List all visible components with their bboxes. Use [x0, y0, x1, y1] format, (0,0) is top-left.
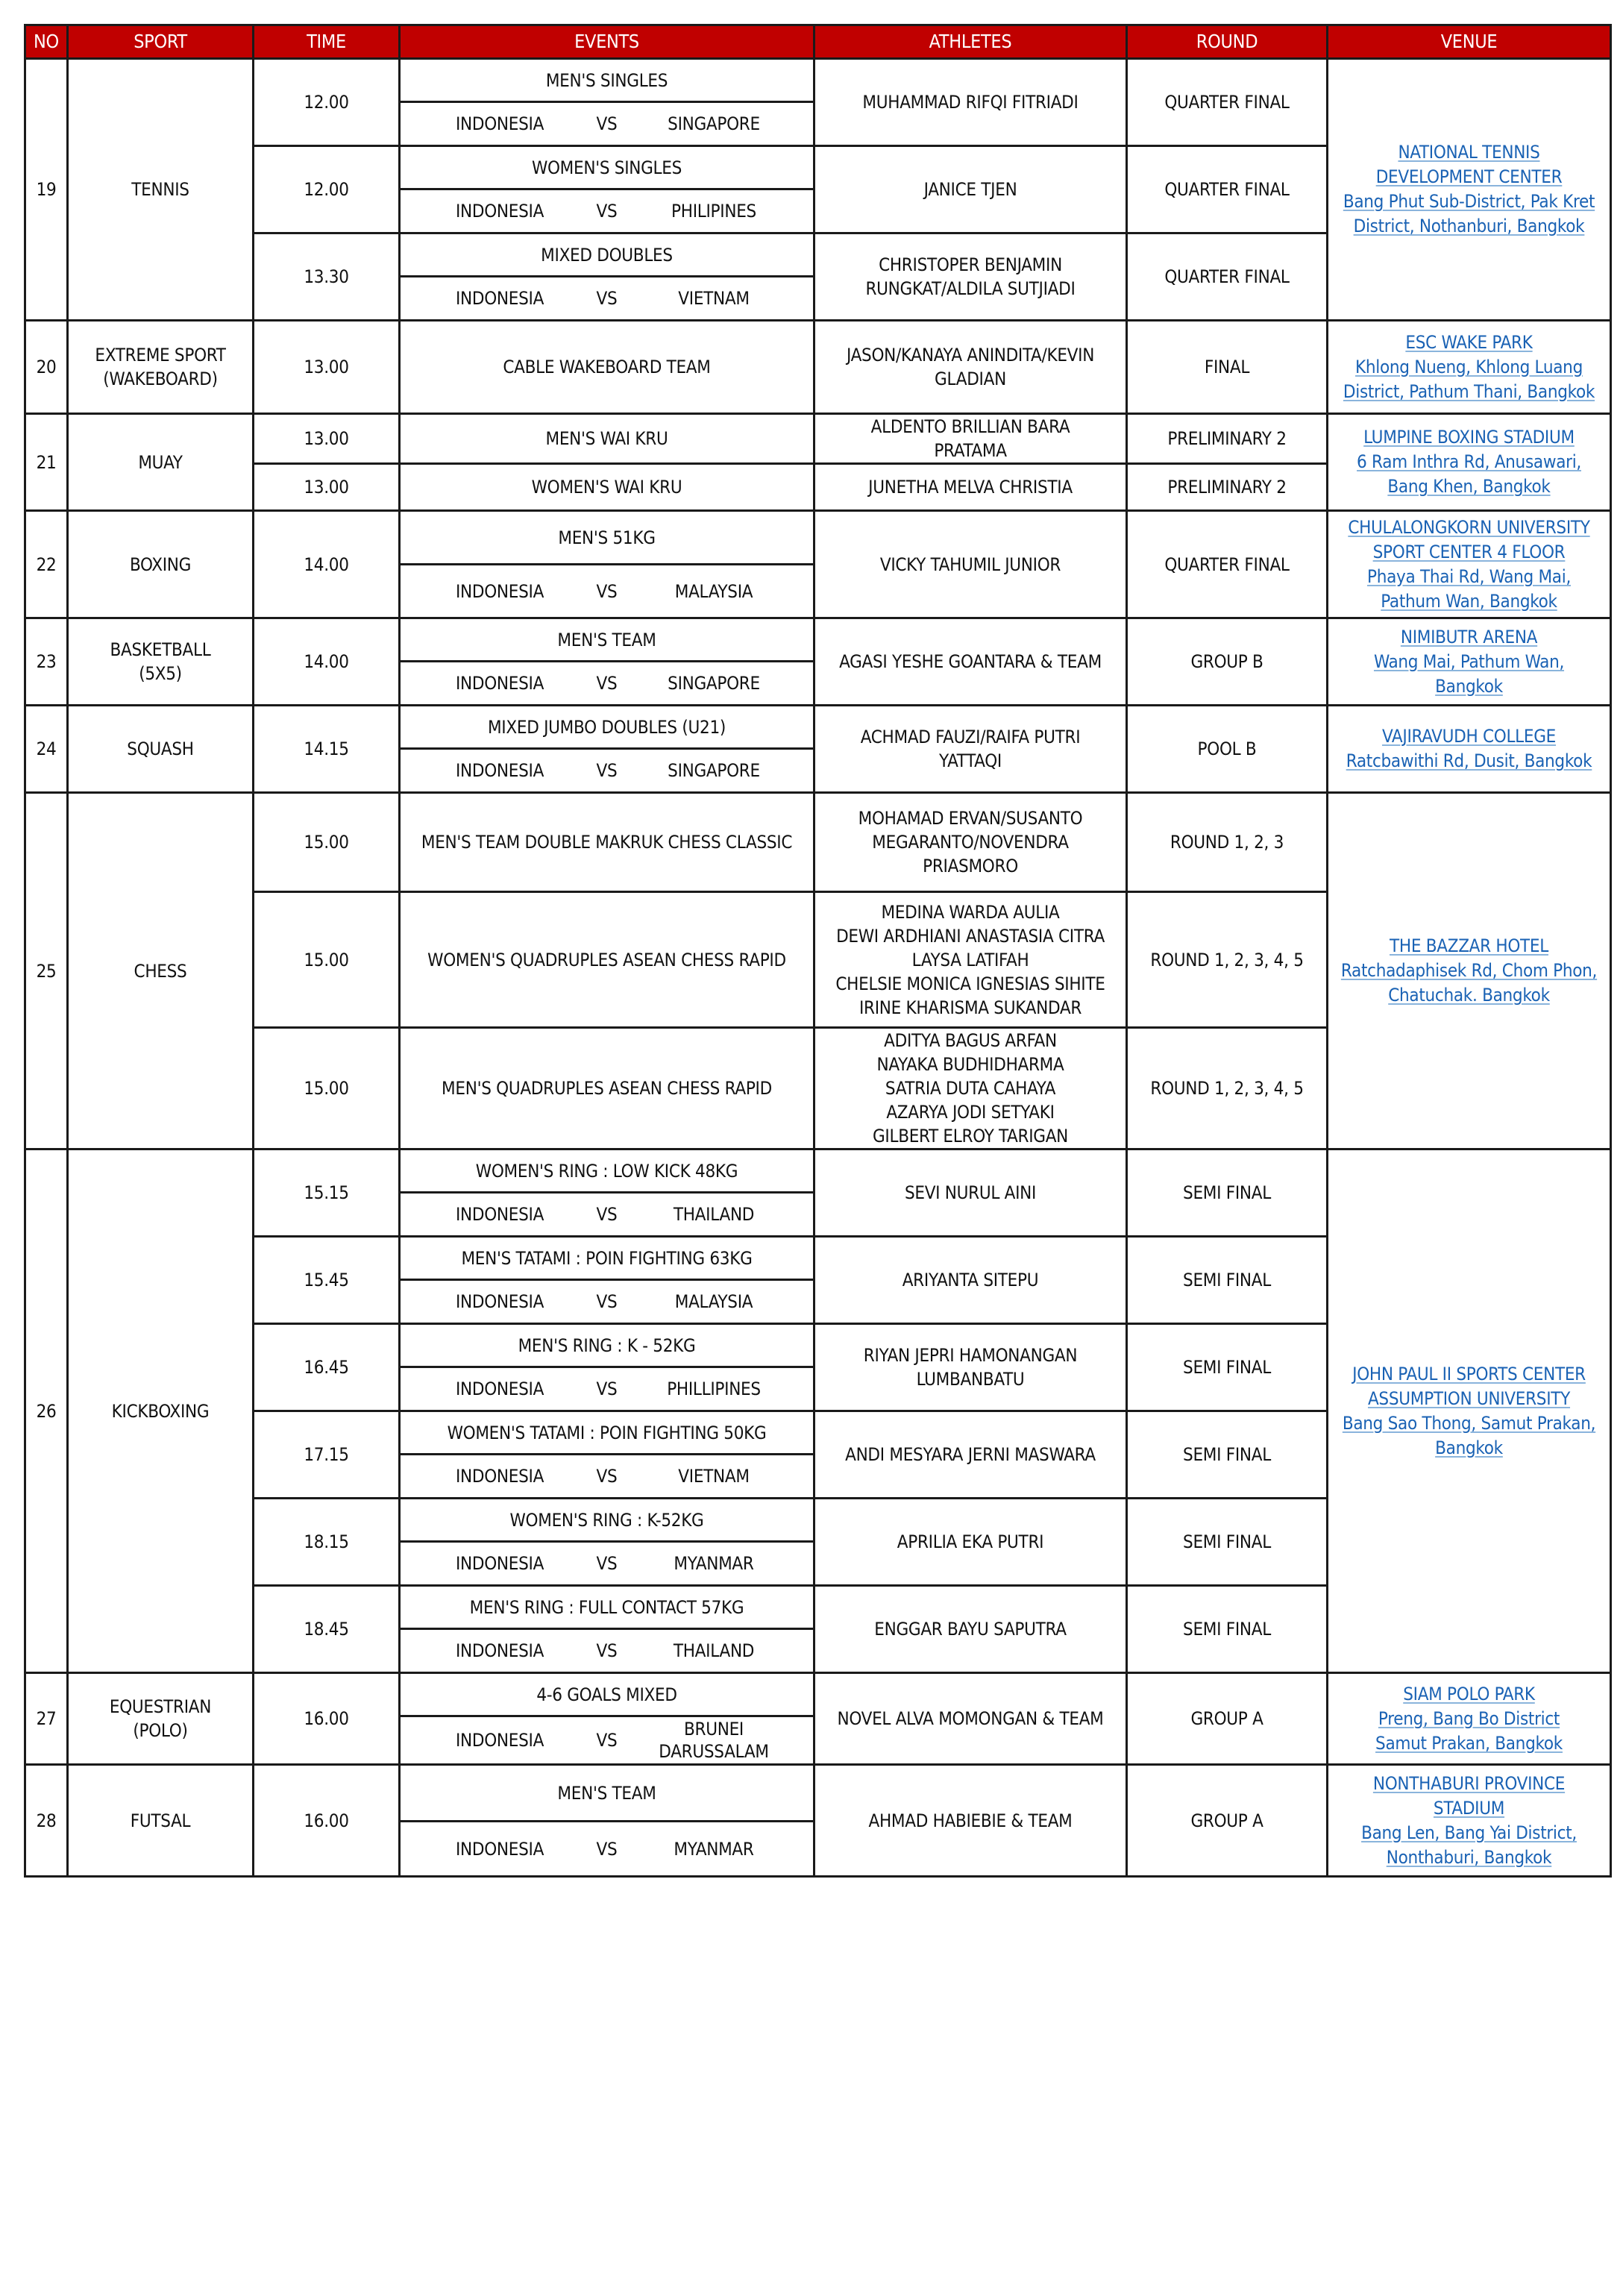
matchup: [404, 1639, 810, 1663]
team-a: INDONESIA: [455, 673, 544, 694]
team-a: INDONESIA: [455, 580, 544, 602]
time-cell: 13.00: [254, 464, 400, 511]
athlete-name-line: CHELSIE MONICA IGNESIAS SIHITE: [835, 973, 1105, 994]
team-a: INDONESIA: [455, 1291, 544, 1312]
sport-name-line: BOXING: [129, 553, 192, 575]
team-a: INDONESIA: [455, 1204, 544, 1225]
team-b: VIETNAM: [678, 288, 750, 309]
sport-name-line: (5X5): [139, 663, 182, 684]
table-row: [25, 414, 1611, 464]
venue-name-link[interactable]: NATIONAL TENNIS: [1398, 142, 1540, 163]
venue-address-link[interactable]: District, Nothanburi, Bangkok: [1353, 216, 1585, 236]
team-b: THAILAND: [673, 1204, 755, 1225]
sport-name-line: KICKBOXING: [111, 1400, 210, 1422]
athletes-cell: [814, 793, 1127, 892]
time-cell: 15.45: [254, 1237, 400, 1324]
venue-address-link[interactable]: 6 Ram Inthra Rd, Anusawari,: [1357, 451, 1581, 472]
team-b: PHILLIPINES: [667, 1378, 761, 1399]
athlete-name-line: ADITYA BAGUS ARFAN: [884, 1030, 1057, 1051]
venue-address-link[interactable]: Preng, Bang Bo District: [1378, 1707, 1560, 1729]
venue-cell: [1328, 414, 1611, 511]
matchup-cell: [400, 102, 814, 146]
schedule-table: [24, 24, 1612, 1878]
table-row: [25, 793, 1611, 892]
matchup: [404, 286, 810, 310]
team-b: SINGAPORE: [668, 113, 760, 134]
venue-name-link[interactable]: THE BAZZAR HOTEL: [1390, 935, 1548, 956]
event-name: MEN'S SINGLES: [400, 59, 814, 102]
event-name: 4-6 GOALS MIXED: [400, 1673, 814, 1716]
event-name: MEN'S TEAM DOUBLE MAKRUK CHESS CLASSIC: [400, 793, 814, 892]
event-name: MEN'S RING : K - 52KG: [400, 1324, 814, 1367]
venue-cell: [1328, 706, 1611, 793]
athlete-name-line: NAYAKA BUDHIDHARMA: [876, 1054, 1064, 1075]
athletes-cell: [814, 618, 1127, 706]
round-cell: QUARTER FINAL: [1127, 511, 1328, 618]
event-name: WOMEN'S RING : K-52KG: [400, 1499, 814, 1542]
event-name: MEN'S WAI KRU: [400, 414, 814, 464]
table-row: [25, 1673, 1611, 1716]
athlete-name-line: MEDINA WARDA AULIA: [881, 901, 1060, 923]
vs-label: VS: [596, 288, 618, 309]
sport-cell: [68, 618, 254, 706]
header-sport: SPORT: [68, 25, 254, 59]
event-name: MIXED DOUBLES: [400, 233, 814, 277]
sport-name-line: SQUASH: [127, 738, 194, 759]
team-b: SINGAPORE: [668, 760, 760, 781]
team-b: THAILAND: [673, 1640, 755, 1661]
matchup-cell: [400, 1716, 814, 1765]
time-cell: 12.00: [254, 146, 400, 233]
time-cell: 14.00: [254, 618, 400, 706]
sport-cell: [68, 1765, 254, 1877]
athletes-cell: [814, 1765, 1127, 1877]
team-a: INDONESIA: [455, 201, 544, 222]
athletes-cell: [814, 321, 1127, 414]
event-name: CABLE WAKEBOARD TEAM: [400, 321, 814, 414]
athlete-name-line: PRIASMORO: [923, 856, 1018, 876]
round-cell: FINAL: [1127, 321, 1328, 414]
table-row: [25, 706, 1611, 749]
athletes-cell: [814, 464, 1127, 511]
time-cell: 14.15: [254, 706, 400, 793]
table-row: [25, 1149, 1611, 1193]
sport-name-line: (POLO): [133, 1720, 188, 1741]
round-cell: POOL B: [1127, 706, 1328, 793]
venue-name-link[interactable]: VAJIRAVUDH COLLEGE: [1381, 726, 1557, 747]
venue-cell: [1328, 1149, 1611, 1673]
team-a: INDONESIA: [455, 1730, 544, 1751]
sport-cell: [68, 321, 254, 414]
athlete-name-line: ALDENTO BRILLIAN BARA: [870, 416, 1070, 437]
matchup: [404, 759, 810, 782]
vs-label: VS: [596, 1553, 618, 1574]
athlete-name-line: JUNETHA MELVA CHRISTIA: [868, 477, 1073, 498]
matchup-cell: [400, 1367, 814, 1411]
venue-name-link[interactable]: LUMPINE BOXING STADIUM: [1363, 427, 1575, 448]
team-a: INDONESIA: [455, 288, 544, 309]
vs-label: VS: [596, 760, 618, 781]
venue-cell: [1328, 59, 1611, 321]
athlete-name-line: RUNGKAT/ALDILA SUTJIADI: [865, 278, 1076, 299]
matchup: [404, 1552, 810, 1575]
team-a: INDONESIA: [455, 1838, 544, 1860]
athlete-name-line: MUHAMMAD RIFQI FITRIADI: [862, 92, 1079, 113]
athletes-cell: [814, 1028, 1127, 1149]
event-name: MEN'S RING : FULL CONTACT 57KG: [400, 1586, 814, 1629]
matchup: [404, 1377, 810, 1401]
time-cell: 15.00: [254, 793, 400, 892]
time-cell: 16.00: [254, 1673, 400, 1765]
round-cell: SEMI FINAL: [1127, 1499, 1328, 1586]
athlete-name-line: GLADIAN: [935, 368, 1006, 389]
venue-name-link[interactable]: JOHN PAUL II SPORTS CENTER: [1352, 1363, 1586, 1384]
vs-label: VS: [596, 1640, 618, 1661]
athletes-cell: [814, 1586, 1127, 1673]
athlete-name-line: APRILIA EKA PUTRI: [897, 1531, 1044, 1552]
table-row: [25, 1765, 1611, 1822]
round-cell: PRELIMINARY 2: [1127, 414, 1328, 464]
time-cell: 16.45: [254, 1324, 400, 1411]
row-number: 23: [25, 618, 68, 706]
team-b: MALAYSIA: [674, 1291, 753, 1312]
sport-name-line: CHESS: [134, 960, 187, 982]
venue-address-link[interactable]: Pathum Wan, Bangkok: [1381, 590, 1557, 612]
round-cell: QUARTER FINAL: [1127, 59, 1328, 146]
athletes-cell: [814, 414, 1127, 464]
athlete-name-line: MOHAMAD ERVAN/SUSANTO: [858, 808, 1083, 829]
matchup-cell: [400, 1542, 814, 1586]
sport-name-line: EQUESTRIAN: [109, 1696, 212, 1717]
sport-cell: [68, 1673, 254, 1765]
time-cell: 12.00: [254, 59, 400, 146]
round-cell: SEMI FINAL: [1127, 1586, 1328, 1673]
athlete-name-line: ENGGAR BAYU SAPUTRA: [874, 1619, 1067, 1640]
round-cell: SEMI FINAL: [1127, 1237, 1328, 1324]
athlete-name-line: IRINE KHARISMA SUKANDAR: [858, 997, 1082, 1018]
venue-address-link[interactable]: Bang Khen, Bangkok: [1387, 476, 1551, 497]
time-cell: 13.00: [254, 414, 400, 464]
athlete-name-line: LAYSA LATIFAH: [911, 949, 1029, 970]
athletes-cell: [814, 233, 1127, 321]
venue-name-link[interactable]: DEVELOPMENT CENTER: [1375, 166, 1563, 187]
matchup: [404, 580, 810, 603]
round-cell: ROUND 1, 2, 3: [1127, 793, 1328, 892]
athlete-name-line: SEVI NURUL AINI: [904, 1182, 1037, 1203]
matchup: [404, 1837, 810, 1861]
venue-address-link[interactable]: Bang Sao Thong, Samut Prakan,: [1342, 1412, 1596, 1434]
venue-address-link[interactable]: Khlong Nueng, Khlong Luang: [1355, 356, 1583, 377]
venue-address-link[interactable]: District, Pathum Thani, Bangkok: [1343, 380, 1595, 402]
header-events: EVENTS: [400, 25, 814, 59]
athlete-name-line: AGASI YESHE GOANTARA & TEAM: [839, 651, 1102, 672]
venue-cell: [1328, 618, 1611, 706]
venue-name-link[interactable]: ESC WAKE PARK: [1405, 331, 1533, 353]
round-cell: SEMI FINAL: [1127, 1324, 1328, 1411]
athletes-cell: [814, 1324, 1127, 1411]
athlete-name-line: AZARYA JODI SETYAKI: [886, 1102, 1055, 1123]
table-row: [25, 511, 1611, 565]
round-cell: QUARTER FINAL: [1127, 146, 1328, 233]
vs-label: VS: [596, 1291, 618, 1312]
matchup-cell: [400, 565, 814, 618]
athlete-name-line: PRATAMA: [934, 440, 1007, 461]
team-b: MYANMAR: [674, 1553, 754, 1574]
venue-name-link[interactable]: NONTHABURI PROVINCE: [1372, 1772, 1566, 1794]
matchup: [404, 112, 810, 136]
time-cell: 16.00: [254, 1765, 400, 1877]
team-b: SINGAPORE: [668, 673, 760, 694]
athlete-name-line: AHMAD HABIEBIE & TEAM: [868, 1810, 1073, 1831]
athletes-cell: [814, 1499, 1127, 1586]
vs-label: VS: [596, 580, 618, 602]
athletes-cell: [814, 59, 1127, 146]
sport-name-line: BASKETBALL: [110, 639, 211, 660]
time-cell: 15.00: [254, 892, 400, 1028]
row-number: 28: [25, 1765, 68, 1877]
athletes-cell: [814, 146, 1127, 233]
athlete-name-line: RIYAN JEPRI HAMONANGAN: [863, 1345, 1078, 1366]
athlete-name-line: MEGARANTO/NOVENDRA: [872, 832, 1069, 853]
time-cell: 13.00: [254, 321, 400, 414]
row-number: 19: [25, 59, 68, 321]
sport-name-line: TENNIS: [131, 179, 189, 200]
venue-address-link[interactable]: Ratchadaphisek Rd, Chom Phon,: [1340, 960, 1598, 981]
matchup-cell: [400, 662, 814, 706]
athlete-name-line: CHRISTOPER BENJAMIN: [879, 254, 1062, 275]
sport-cell: [68, 59, 254, 321]
venue-cell: [1328, 1673, 1611, 1765]
team-a: INDONESIA: [455, 760, 544, 781]
athletes-cell: [814, 892, 1127, 1028]
matchup-cell: [400, 749, 814, 793]
venue-name-link[interactable]: NIMIBUTR ARENA: [1400, 626, 1538, 647]
athletes-cell: [814, 1673, 1127, 1765]
venue-address-link[interactable]: Chatuchak. Bangkok: [1388, 985, 1550, 1006]
athletes-cell: [814, 1149, 1127, 1237]
athlete-name-line: SATRIA DUTA CAHAYA: [885, 1078, 1056, 1099]
venue-cell: [1328, 793, 1611, 1149]
table-row: [25, 321, 1611, 414]
team-b: MALAYSIA: [674, 580, 753, 602]
round-cell: SEMI FINAL: [1127, 1149, 1328, 1237]
team-b: MYANMAR: [674, 1838, 754, 1860]
athlete-name-line: DEWI ARDHIANI ANASTASIA CITRA: [836, 925, 1105, 947]
venue-address-link[interactable]: Bangkok: [1435, 675, 1503, 697]
venue-cell: [1328, 511, 1611, 618]
header-athletes: ATHLETES: [814, 25, 1127, 59]
venue-address-link[interactable]: Bang Len, Bang Yai District,: [1361, 1822, 1577, 1843]
round-cell: ROUND 1, 2, 3, 4, 5: [1127, 1028, 1328, 1149]
athletes-cell: [814, 511, 1127, 618]
matchup-cell: [400, 1280, 814, 1324]
round-cell: GROUP A: [1127, 1765, 1328, 1877]
header-row: [25, 25, 1611, 59]
sport-cell: [68, 793, 254, 1149]
vs-label: VS: [596, 1838, 618, 1860]
sport-cell: [68, 706, 254, 793]
team-a: INDONESIA: [455, 1378, 544, 1399]
sport-name-line: MUAY: [138, 451, 183, 473]
vs-label: VS: [596, 201, 618, 222]
row-number: 21: [25, 414, 68, 511]
schedule-body: [25, 59, 1611, 1877]
event-name: MEN'S QUADRUPLES ASEAN CHESS RAPID: [400, 1028, 814, 1149]
venue-address-link[interactable]: Bangkok: [1435, 1437, 1503, 1458]
venue-name-link[interactable]: ASSUMPTION UNIVERSITY: [1367, 1387, 1571, 1409]
matchup-cell: [400, 1629, 814, 1673]
row-number: 20: [25, 321, 68, 414]
time-cell: 15.00: [254, 1028, 400, 1149]
event-name: MEN'S TATAMI : POIN FIGHTING 63KG: [400, 1237, 814, 1280]
round-cell: PRELIMINARY 2: [1127, 464, 1328, 511]
row-number: 27: [25, 1673, 68, 1765]
row-number: 26: [25, 1149, 68, 1673]
time-cell: 17.15: [254, 1411, 400, 1499]
sport-cell: [68, 414, 254, 511]
round-cell: ROUND 1, 2, 3, 4, 5: [1127, 892, 1328, 1028]
matchup-cell: [400, 277, 814, 321]
matchup-cell: [400, 189, 814, 233]
athlete-name-line: ACHMAD FAUZI/RAIFA PUTRI: [860, 727, 1081, 747]
venue-address-link[interactable]: Nonthaburi, Bangkok: [1386, 1846, 1552, 1868]
athlete-name-line: JASON/KANAYA ANINDITA/KEVIN: [846, 345, 1095, 366]
venue-cell: [1328, 321, 1611, 414]
event-name: WOMEN'S WAI KRU: [400, 464, 814, 511]
header-round: ROUND: [1127, 25, 1328, 59]
round-cell: QUARTER FINAL: [1127, 233, 1328, 321]
venue-name-link[interactable]: SPORT CENTER 4 FLOOR: [1372, 541, 1566, 562]
time-cell: 13.30: [254, 233, 400, 321]
venue-cell: [1328, 1765, 1611, 1877]
event-name: WOMEN'S RING : LOW KICK 48KG: [400, 1149, 814, 1193]
matchup-cell: [400, 1455, 814, 1499]
time-cell: 15.15: [254, 1149, 400, 1237]
athlete-name-line: ANDI MESYARA JERNI MASWARA: [845, 1444, 1096, 1465]
vs-label: VS: [596, 1378, 618, 1399]
header-no: NO: [25, 25, 68, 59]
vs-label: VS: [596, 1730, 618, 1751]
athlete-name-line: GILBERT ELROY TARIGAN: [872, 1126, 1069, 1147]
venue-name-link[interactable]: CHULALONGKORN UNIVERSITY: [1348, 516, 1590, 538]
vs-label: VS: [596, 1466, 618, 1487]
time-cell: 18.45: [254, 1586, 400, 1673]
athletes-cell: [814, 1237, 1127, 1324]
time-cell: 14.00: [254, 511, 400, 618]
venue-address-link[interactable]: Wang Mai, Pathum Wan,: [1373, 650, 1565, 672]
row-number: 22: [25, 511, 68, 618]
athletes-cell: [814, 706, 1127, 793]
event-name: MEN'S TEAM: [400, 618, 814, 662]
matchup: [404, 1464, 810, 1488]
matchup: [404, 1290, 810, 1314]
matchup-cell: [400, 1193, 814, 1237]
venue-name-link[interactable]: SIAM POLO PARK: [1403, 1683, 1535, 1704]
event-name: MEN'S TEAM: [400, 1765, 814, 1822]
venue-name-link[interactable]: STADIUM: [1433, 1797, 1505, 1819]
matchup: [404, 1202, 810, 1226]
team-a: INDONESIA: [455, 1466, 544, 1487]
event-name: WOMEN'S QUADRUPLES ASEAN CHESS RAPID: [400, 892, 814, 1028]
athlete-name-line: YATTAQI: [939, 750, 1002, 771]
round-cell: GROUP B: [1127, 618, 1328, 706]
event-name: MEN'S 51KG: [400, 511, 814, 565]
team-b: PHILIPINES: [671, 201, 756, 222]
row-number: 25: [25, 793, 68, 1149]
venue-address-link[interactable]: Ratcbawithi Rd, Dusit, Bangkok: [1346, 750, 1592, 771]
sport-name-line: EXTREME SPORT: [95, 345, 226, 366]
sport-name-line: (WAKEBOARD): [103, 368, 218, 389]
team-a: INDONESIA: [455, 113, 544, 134]
venue-address-link[interactable]: Phaya Thai Rd, Wang Mai,: [1367, 565, 1571, 587]
athletes-cell: [814, 1411, 1127, 1499]
vs-label: VS: [596, 113, 618, 134]
table-row: [25, 618, 1611, 662]
vs-label: VS: [596, 1204, 618, 1225]
round-cell: GROUP A: [1127, 1673, 1328, 1765]
matchup: [404, 1718, 810, 1763]
athlete-name-line: ARIYANTA SITEPU: [902, 1270, 1039, 1290]
athlete-name-line: JANICE TJEN: [923, 179, 1017, 200]
venue-address-link[interactable]: Bang Phut Sub-District, Pak Kret: [1343, 191, 1595, 212]
sport-name-line: FUTSAL: [130, 1810, 191, 1831]
matchup: [404, 671, 810, 695]
sport-cell: [68, 1149, 254, 1673]
athlete-name-line: VICKY TAHUMIL JUNIOR: [879, 553, 1061, 575]
header-venue: VENUE: [1328, 25, 1611, 59]
vs-label: VS: [596, 673, 618, 694]
venue-address-link[interactable]: Samut Prakan, Bangkok: [1375, 1732, 1563, 1754]
team-a: INDONESIA: [455, 1553, 544, 1574]
athlete-name-line: LUMBANBATU: [916, 1369, 1025, 1390]
sport-cell: [68, 511, 254, 618]
table-row: [25, 59, 1611, 102]
event-name: MIXED JUMBO DOUBLES (U21): [400, 706, 814, 749]
round-cell: SEMI FINAL: [1127, 1411, 1328, 1499]
team-a: INDONESIA: [455, 1640, 544, 1661]
team-b: VIETNAM: [678, 1466, 750, 1487]
athlete-name-line: NOVEL ALVA MOMONGAN & TEAM: [837, 1708, 1104, 1729]
time-cell: 18.15: [254, 1499, 400, 1586]
team-b: BRUNEI DARUSSALAM: [659, 1719, 769, 1762]
header-time: TIME: [254, 25, 400, 59]
matchup: [404, 199, 810, 223]
row-number: 24: [25, 706, 68, 793]
event-name: WOMEN'S TATAMI : POIN FIGHTING 50KG: [400, 1411, 814, 1455]
event-name: WOMEN'S SINGLES: [400, 146, 814, 189]
matchup-cell: [400, 1822, 814, 1877]
